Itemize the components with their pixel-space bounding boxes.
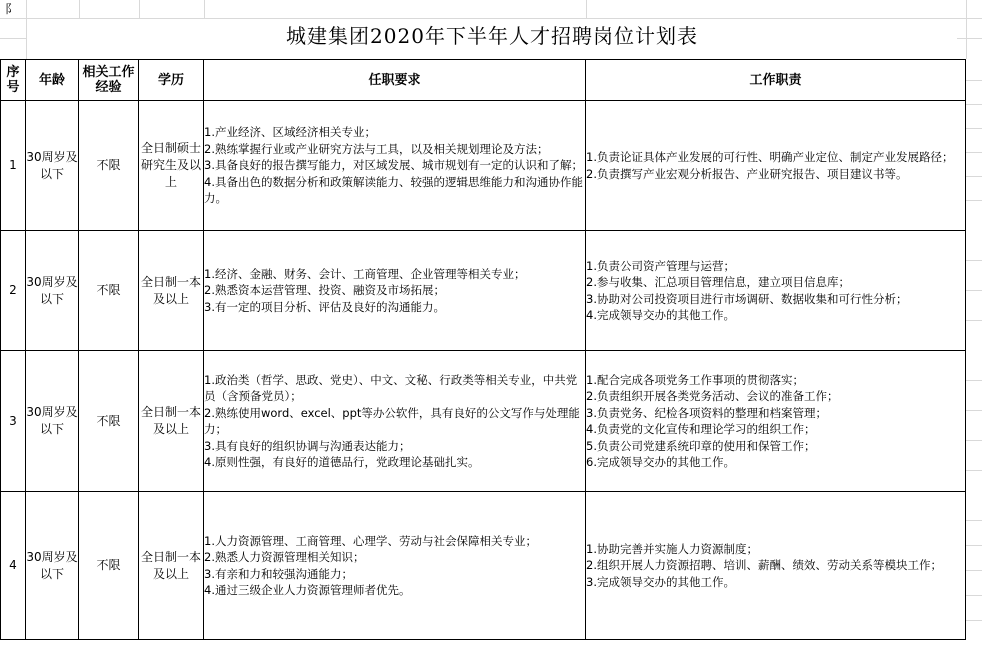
duty-line: 6.完成领导交办的其他工作。 — [586, 455, 735, 469]
row-experience: 不限 — [79, 492, 139, 640]
row-duties — [586, 492, 966, 640]
duty-line: 2.负责组织开展各类党务活动、会议的准备工作； — [586, 389, 839, 403]
page-title: 城建集团2020年下半年人才招聘岗位计划表 — [286, 24, 698, 48]
table-row — [1, 492, 966, 640]
header-education: 学历 — [139, 60, 204, 101]
requirement-line: 2.熟练掌握行业或产业研究方法与工具，以及相关规划理论及方法； — [204, 141, 549, 156]
row-duties — [586, 101, 966, 231]
row-age: 30周岁及以下 — [26, 492, 79, 640]
row-education: 全日制硕士研究生及以上 — [139, 101, 204, 231]
row-age: 30周岁及以下 — [26, 231, 79, 351]
header-requirements: 任职要求 — [204, 60, 586, 101]
table-row — [1, 101, 966, 231]
requirement-line: 1.人力资源管理、工商管理、心理学、劳动与社会保障相关专业； — [204, 533, 537, 548]
row-education: 全日制一本及以上 — [139, 492, 204, 640]
requirement-line: 1.政治类（哲学、思政、党史）、中文、文秘、行政类等相关专业，中共党员（含预备党员）； — [204, 372, 578, 403]
row-experience: 不限 — [79, 351, 139, 492]
header-duties: 工作职责 — [586, 60, 966, 101]
duty-line: 1.协助完善并实施人力资源制度； — [586, 541, 758, 556]
requirement-line: 4.原则性强，有良好的道德品行，党政理论基础扎实。 — [204, 455, 480, 469]
requirement-line: 2.熟悉资本运营管理、投资、融资及市场拓展； — [204, 283, 445, 298]
row-requirements — [204, 101, 586, 231]
duty-line: 1.负责公司资产管理与运营； — [586, 258, 735, 273]
duty-line: 3.协助对公司投资项目进行市场调研、数据收集和可行性分析； — [586, 291, 908, 306]
requirement-line: 2.熟悉人力资源管理相关知识； — [204, 550, 365, 564]
duty-line: 1.配合完成各项党务工作事项的贯彻落实； — [586, 372, 804, 387]
requirement-line: 1.经济、金融、财务、会计、工商管理、企业管理等相关专业； — [204, 266, 526, 281]
header-row — [1, 60, 966, 101]
row-requirements — [204, 492, 586, 640]
row-education: 全日制一本及以上 — [139, 231, 204, 351]
duty-line: 1.负责论证具体产业发展的可行性、明确产业定位、制定产业发展路径； — [586, 150, 954, 164]
duty-line: 2.组织开展人力资源招聘、培训、薪酬、绩效、劳动关系等模块工作； — [586, 558, 942, 573]
row-requirements — [204, 351, 586, 492]
header-seq: 序号 — [1, 60, 26, 101]
duty-line: 4.完成领导交办的其他工作。 — [586, 308, 735, 322]
requirement-line: 1.产业经济、区域经济相关专业； — [204, 125, 376, 140]
row-seq: 4 — [1, 492, 26, 640]
recruitment-table — [0, 59, 966, 640]
requirement-line: 3.具备良好的报告撰写能力，对区域发展、城市规划有一定的认识和了解； — [204, 158, 583, 173]
duty-line: 3.完成领导交办的其他工作。 — [586, 574, 735, 589]
duty-line: 4.负责党的文化宣传和理论学习的组织工作； — [586, 422, 816, 436]
row-seq: 3 — [1, 351, 26, 492]
requirement-line: 3.有亲和力和较强沟通能力； — [204, 566, 353, 581]
row-education: 全日制一本及以上 — [139, 351, 204, 492]
row-duties — [586, 351, 966, 492]
row-age: 30周岁及以下 — [26, 101, 79, 231]
row-experience: 不限 — [79, 231, 139, 351]
table-row — [1, 231, 966, 351]
header-age: 年龄 — [26, 60, 79, 101]
row-experience: 不限 — [79, 101, 139, 231]
duty-line: 5.负责公司党建系统印章的使用和保管工作； — [586, 438, 816, 453]
row-requirements — [204, 231, 586, 351]
row-seq: 2 — [1, 231, 26, 351]
row-seq: 1 — [1, 101, 26, 231]
duty-line: 2.参与收集、汇总项目管理信息，建立项目信息库； — [586, 275, 850, 289]
requirement-line: 4.具备出色的数据分析和政策解读能力、较强的逻辑思维能力和沟通协作能力。 — [204, 174, 583, 206]
requirement-line: 3.具有良好的组织协调与沟通表达能力； — [204, 438, 411, 453]
row-age: 30周岁及以下 — [26, 351, 79, 492]
cell-a1-text: 阝 — [5, 2, 18, 16]
row-duties — [586, 231, 966, 351]
requirement-line: 4.通过三级企业人力资源管理师者优先。 — [204, 583, 411, 597]
requirement-line: 2.熟练使用word、excel、ppt等办公软件，具有良好的公文写作与处理能力； — [204, 405, 580, 436]
duty-line: 2.负责撰写产业宏观分析报告、产业研究报告、项目建议书等。 — [586, 166, 908, 181]
header-experience: 相关工作经验 — [79, 60, 139, 101]
requirement-line: 3.有一定的项目分析、评估及良好的沟通能力。 — [204, 299, 445, 314]
table-row — [1, 351, 966, 492]
duty-line: 3.负责党务、纪检各项资料的整理和档案管理； — [586, 405, 827, 420]
